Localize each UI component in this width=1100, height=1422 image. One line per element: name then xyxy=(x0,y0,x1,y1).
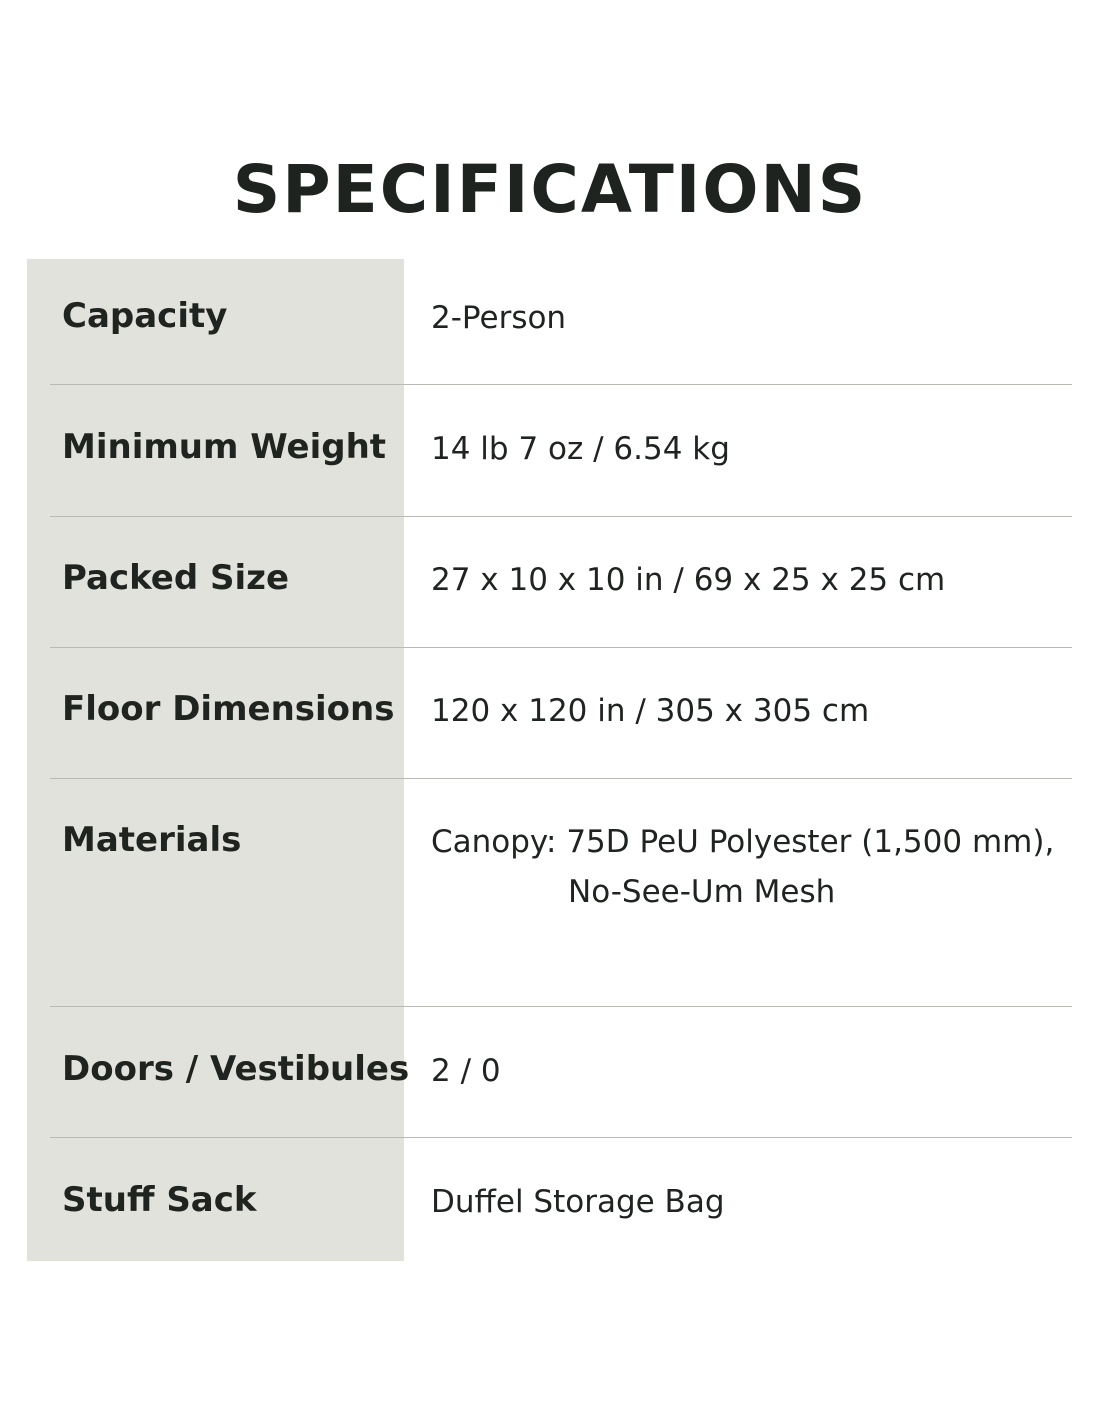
spec-value-capacity: 2-Person xyxy=(431,300,567,336)
spec-label-floor-dimensions: Floor Dimensions xyxy=(62,689,395,729)
row-divider xyxy=(50,647,1072,648)
spec-label-materials: Materials xyxy=(62,820,242,860)
row-divider xyxy=(50,1137,1072,1138)
spec-label-doors-vestibules: Doors / Vestibules xyxy=(62,1049,410,1089)
spec-value-materials: Canopy: 75D PeU Polyester (1,500 mm), xyxy=(431,824,1055,860)
row-divider xyxy=(50,1006,1072,1007)
spec-value-materials-line2: No-See-Um Mesh xyxy=(568,874,836,910)
spec-value-minimum-weight: 14 lb 7 oz / 6.54 kg xyxy=(431,431,730,467)
spec-value-doors-vestibules: 2 / 0 xyxy=(431,1053,501,1089)
row-divider xyxy=(50,778,1072,779)
spec-value-stuff-sack: Duffel Storage Bag xyxy=(431,1184,725,1220)
page-title: SPECIFICATIONS xyxy=(232,151,868,228)
label-column-background xyxy=(27,259,410,1261)
row-divider xyxy=(50,384,1072,385)
spec-label-packed-size: Packed Size xyxy=(62,558,290,598)
row-divider xyxy=(50,516,1072,517)
spec-label-minimum-weight: Minimum Weight xyxy=(62,427,387,467)
spec-value-packed-size: 27 x 10 x 10 in / 69 x 25 x 25 cm xyxy=(431,562,946,598)
spec-label-capacity: Capacity xyxy=(62,296,228,336)
spec-label-stuff-sack: Stuff Sack xyxy=(62,1180,257,1220)
spec-value-floor-dimensions: 120 x 120 in / 305 x 305 cm xyxy=(431,693,870,729)
